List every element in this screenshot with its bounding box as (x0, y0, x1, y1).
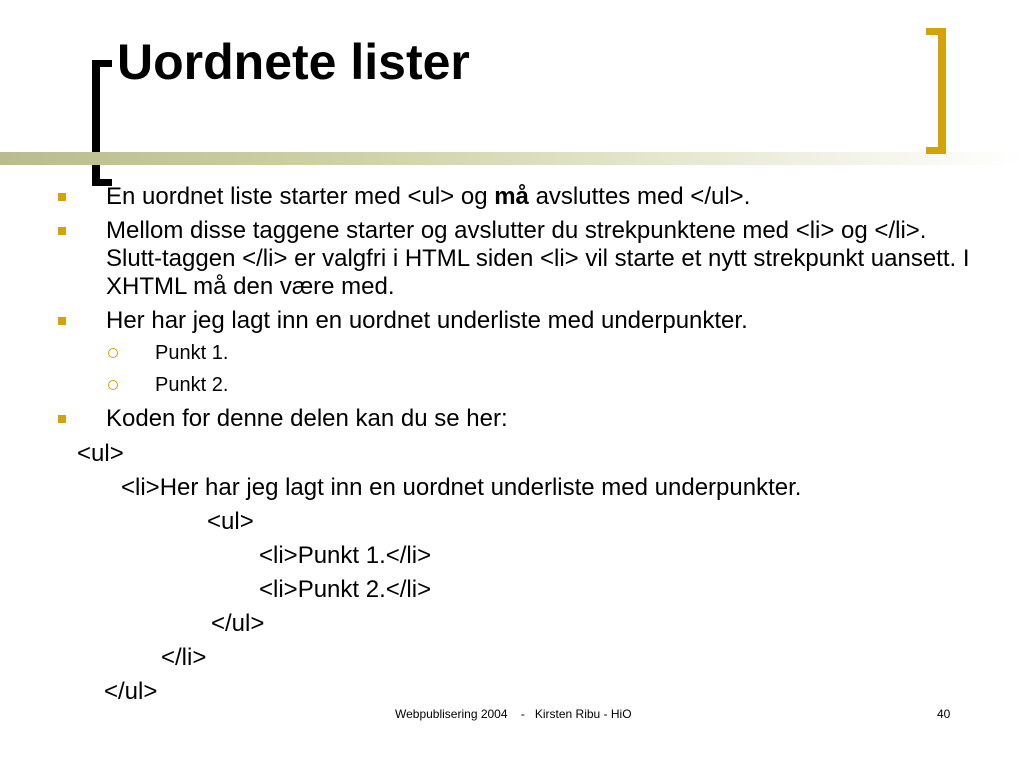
bullet-item (0, 217, 1024, 301)
square-bullet-icon (58, 415, 66, 423)
sub-bullet-text: Punkt 1. (155, 342, 229, 364)
left-bracket-top (92, 60, 112, 67)
code-line: <ul> (207, 508, 254, 535)
right-bracket-top (926, 28, 946, 35)
sub-bullet-text: Punkt 2. (155, 374, 229, 396)
right-bracket-vertical (938, 28, 946, 154)
bullet-text: Mellom disse taggene starter og avslutter du strekpunktene med <li> og </li>. Slutt-taggen </li> er valgfri i HTML siden <li> vil starte et nytt strekpunkt uansett. I XHTML må den være med. (106, 217, 970, 300)
bullet-list (0, 183, 1024, 439)
left-bracket-vertical (92, 60, 100, 186)
code-block (0, 437, 1024, 709)
code-line: <li>Punkt 1.</li> (259, 542, 432, 569)
code-line: <li>Punkt 2.</li> (259, 576, 432, 603)
circle-bullet-icon (108, 380, 118, 390)
square-bullet-icon (58, 317, 66, 325)
code-line: </ul> (104, 678, 158, 705)
bullet-item (0, 405, 1024, 433)
code-line: </ul> (211, 610, 265, 637)
sub-bullet-item (0, 341, 1024, 365)
bullet-text-pre: En uordnet liste starter med <ul> og (106, 183, 495, 210)
page-number: 40 (937, 707, 951, 721)
circle-bullet-icon (108, 348, 118, 358)
bullet-text-bold: må (494, 183, 529, 210)
bullet-text: Her har jeg lagt inn en uordnet underliste med underpunkter. (106, 307, 748, 334)
sub-bullet-item (0, 373, 1024, 397)
code-line: <li>Her har jeg lagt inn en uordnet underliste med underpunkter. (121, 474, 802, 501)
slide-title: Uordnete lister (117, 34, 470, 90)
right-bracket-bottom (926, 147, 946, 154)
bullet-text: Koden for denne delen kan du se her: (106, 405, 508, 432)
footer-text: Webpublisering 2004 - Kirsten Ribu - HiO (395, 707, 632, 721)
footer (0, 704, 1024, 724)
bullet-item (0, 307, 1024, 335)
bullet-item (0, 183, 1024, 211)
code-line: </li> (161, 644, 207, 671)
title-band (0, 152, 1024, 165)
square-bullet-icon (58, 193, 66, 201)
square-bullet-icon (58, 227, 66, 235)
code-line: <ul> (77, 440, 124, 467)
bullet-text-post: avsluttes med </ul>. (528, 183, 751, 210)
